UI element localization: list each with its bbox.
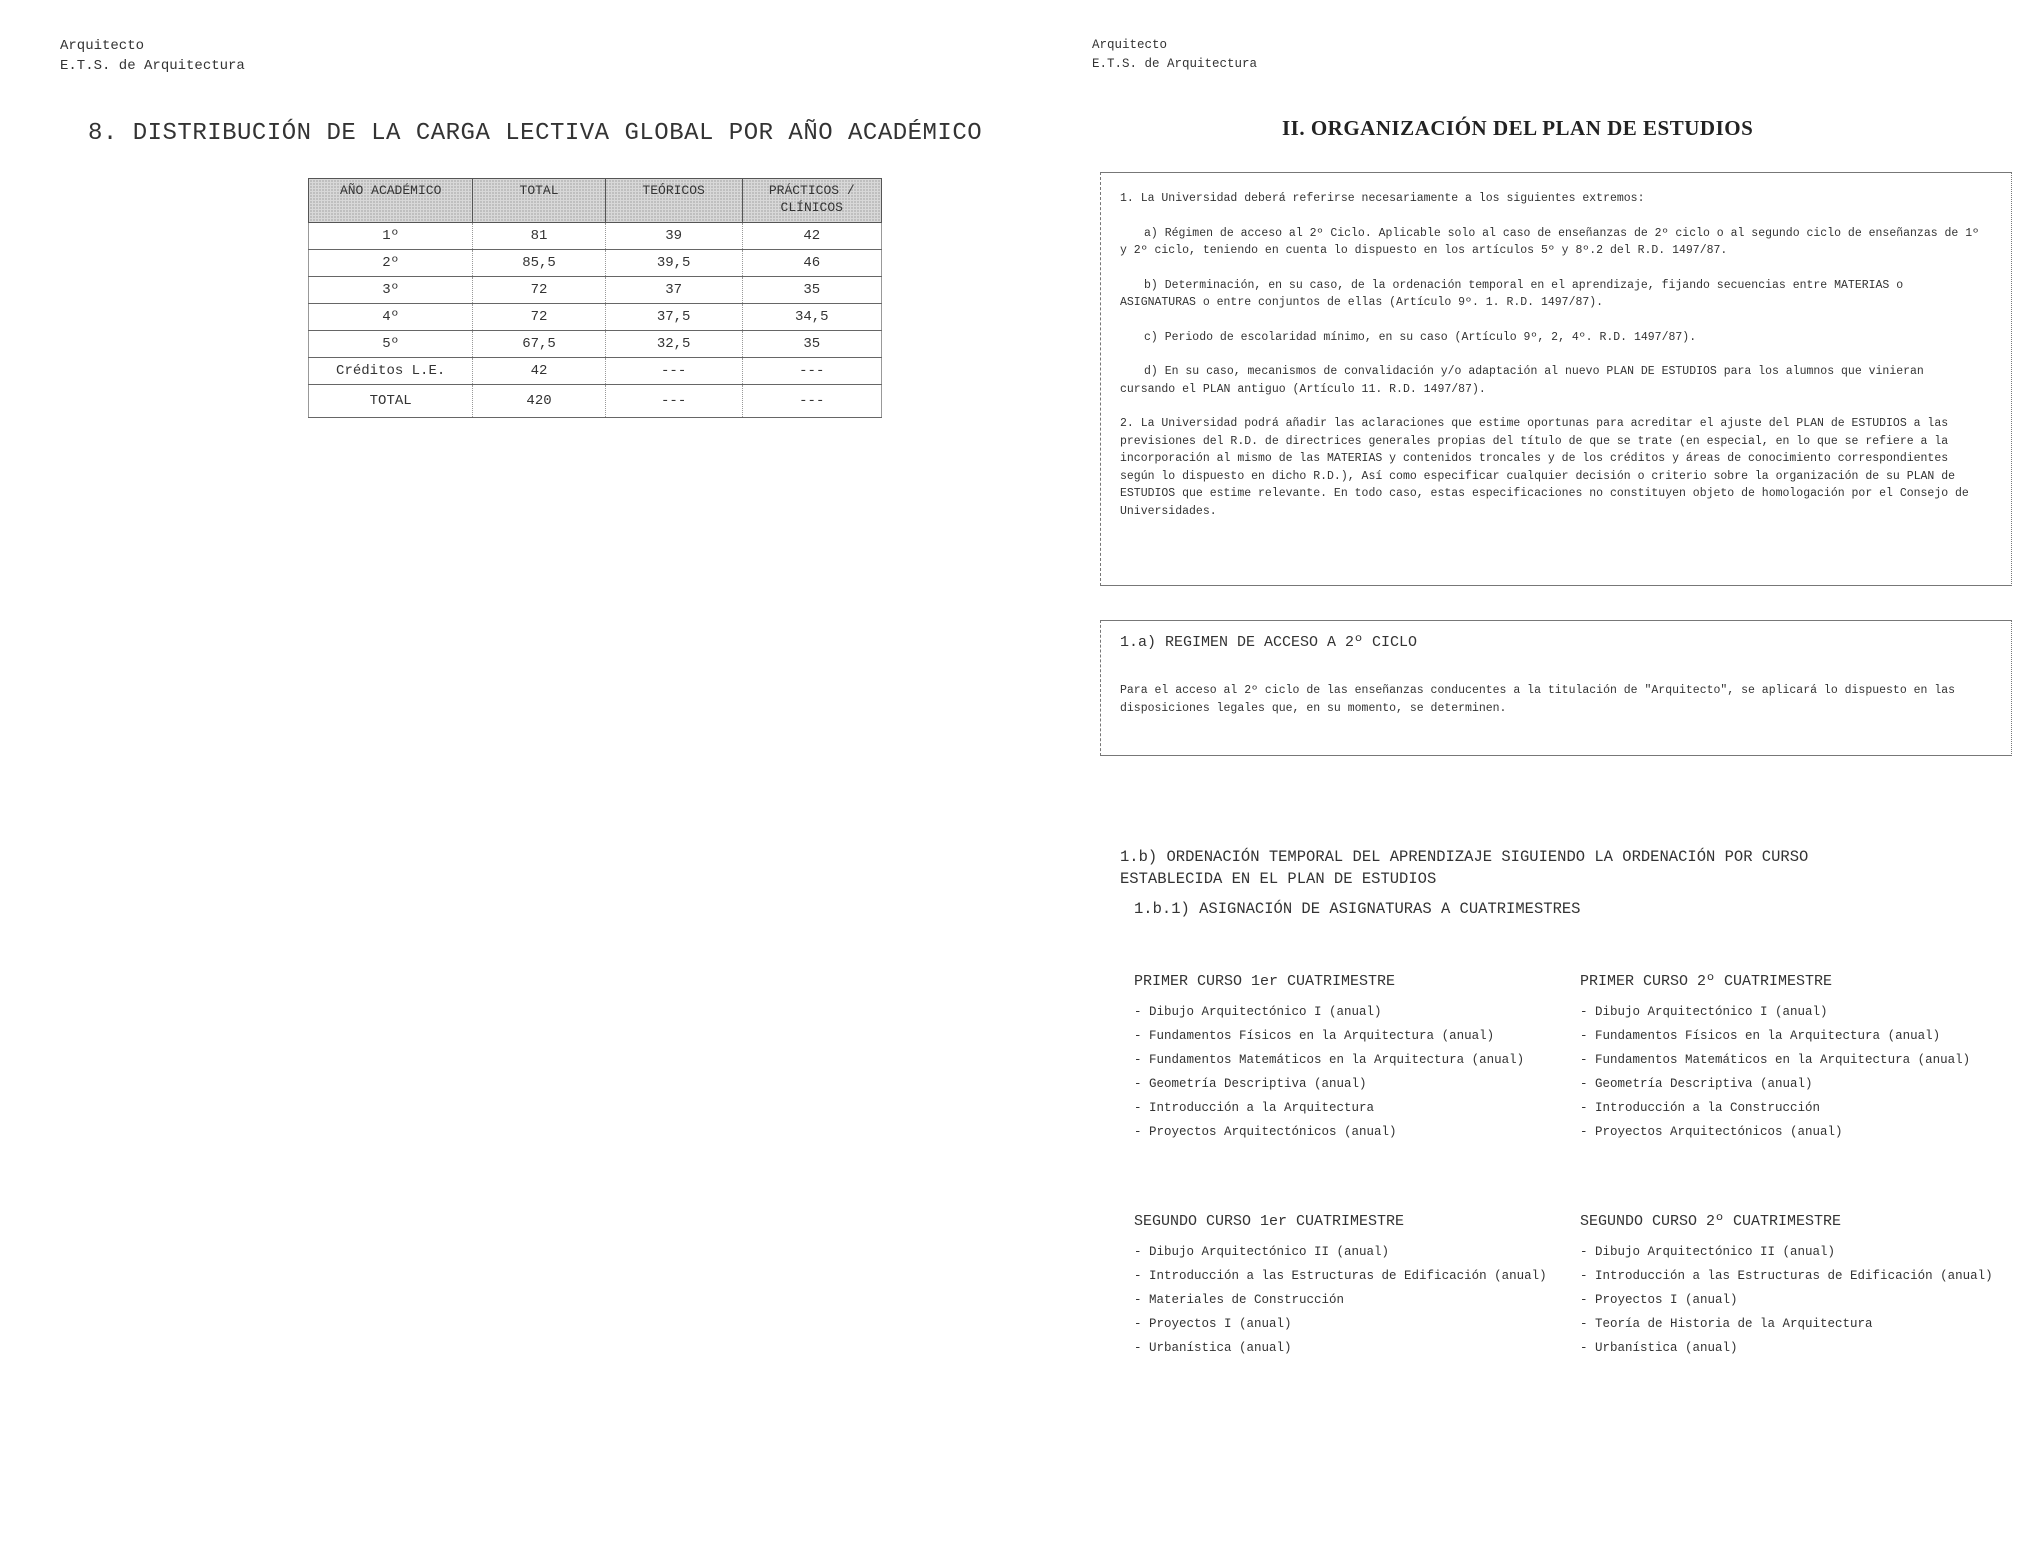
table-row [309,304,882,331]
list-item: - Fundamentos Físicos en la Arquitectura (anual) [1580,1028,2000,1045]
table-cell: 1º [309,223,473,250]
asignaturas-list [1580,1004,2000,1141]
ordenacion-title-line-1: 1.b) ORDENACIÓN TEMPORAL DEL APRENDIZAJE SIGUIENDO LA ORDENACIÓN POR CURSO [1120,848,1809,866]
segundo-curso-2o-cuatrimestre [1580,1212,2000,1364]
column-header: TEÓRICOS [605,179,742,223]
table-cell: 42 [742,223,881,250]
ordenacion-title [1120,846,1808,890]
instructions-item-d: d) En su caso, mecanismos de convalidación y/o adaptación al nuevo PLAN DE ESTUDIOS para los alumnos que vinieran cursando el PLAN antiguo (Artículo 11. R.D. 1497/87). [1120,365,1924,396]
table-cell: 34,5 [742,304,881,331]
primer-curso-1er-cuatrimestre [1134,972,1554,1148]
cuatrimestre-title: SEGUNDO CURSO 1er CUATRIMESTRE [1134,1213,1405,1230]
right-page-header [1092,36,1257,74]
list-item: - Teoría de Historia de la Arquitectura [1580,1316,2000,1333]
table-cell: 35 [742,277,881,304]
asignaturas-list [1580,1244,2000,1357]
cuatrimestre-title: PRIMER CURSO 1er CUATRIMESTRE [1134,973,1396,990]
list-item: - Introducción a las Estructuras de Edificación (anual) [1580,1268,2000,1285]
table-cell: 72 [473,277,605,304]
table-cell: 39 [605,223,742,250]
asignaturas-list [1134,1244,1554,1357]
list-item: - Proyectos Arquitectónicos (anual) [1580,1124,2000,1141]
table-cell: --- [742,358,881,385]
table-cell: 3º [309,277,473,304]
list-item: - Fundamentos Matemáticos en la Arquitectura (anual) [1134,1052,1554,1069]
table-cell: --- [605,385,742,418]
list-item: - Introducción a la Construcción [1580,1100,2000,1117]
segundo-curso-1er-cuatrimestre [1134,1212,1554,1364]
list-item: - Proyectos I (anual) [1134,1316,1554,1333]
instructions-point-2: 2. La Universidad podrá añadir las aclaraciones que estime oportunas para acreditar el ajuste del PLAN de ESTUDIOS a las previsiones del R.D. de directrices generales propias del título de que se trate (en especial, en lo que se refiere a la incorporación al mismo de las MATERIAS y contenidos troncales y de los créditos y áreas de conocimiento correspondientes según lo dispuesto en dicho R.D.), Así como especificar cualquier decisión o criterio sobre la organización de su PLAN de ESTUDIOS que estime relevante. En todo caso, estas especificaciones no constituyen objeto de homologación por el Consejo de Universidades. [1120,417,1969,518]
regimen-text [1120,682,1980,717]
table-cell: --- [605,358,742,385]
regimen-title: 1.a) REGIMEN DE ACCESO A 2º CICLO [1120,634,1418,651]
list-item: - Dibujo Arquitectónico I (anual) [1134,1004,1554,1021]
table-header-row [309,179,882,223]
table-cell: 37,5 [605,304,742,331]
list-item: - Geometría Descriptiva (anual) [1580,1076,2000,1093]
list-item: - Introducción a las Estructuras de Edificación (anual) [1134,1268,1554,1285]
table-cell: 2º [309,250,473,277]
column-header: TOTAL [473,179,605,223]
list-item: - Introducción a la Arquitectura [1134,1100,1554,1117]
table-cell: 35 [742,331,881,358]
list-item: - Dibujo Arquitectónico II (anual) [1134,1244,1554,1261]
table-row [309,277,882,304]
table-cell: 67,5 [473,331,605,358]
list-item: - Dibujo Arquitectónico I (anual) [1580,1004,2000,1021]
table-cell: --- [742,385,881,418]
list-item: - Fundamentos Físicos en la Arquitectura (anual) [1134,1028,1554,1045]
regimen-paragraph: Para el acceso al 2º ciclo de las enseñanzas conducentes a la titulación de "Arquitecto", se aplicará lo dispuesto en las disposiciones legales que, en su momento, se determinen. [1120,684,1956,715]
cuatrimestre-title: PRIMER CURSO 2º CUATRIMESTRE [1580,973,1833,990]
header-line-1: Arquitecto [60,38,145,54]
table-cell: 5º [309,331,473,358]
list-item: - Dibujo Arquitectónico II (anual) [1580,1244,2000,1261]
ordenacion-title-line-2: ESTABLECIDA EN EL PLAN DE ESTUDIOS [1120,870,1437,888]
header-line-2: E.T.S. de Arquitectura [60,58,245,74]
header-line-1: Arquitecto [1092,38,1168,52]
primer-curso-2o-cuatrimestre [1580,972,2000,1148]
table-cell: 37 [605,277,742,304]
table-cell: 46 [742,250,881,277]
header-line-2: E.T.S. de Arquitectura [1092,57,1258,71]
table-cell: TOTAL [309,385,473,418]
list-item: - Fundamentos Matemáticos en la Arquitectura (anual) [1580,1052,2000,1069]
ordenacion-subtitle: 1.b.1) ASIGNACIÓN DE ASIGNATURAS A CUATRIMESTRES [1134,900,1581,918]
table-cell: 420 [473,385,605,418]
cuatrimestre-title: SEGUNDO CURSO 2º CUATRIMESTRE [1580,1213,1842,1230]
instructions-text [1120,190,1980,520]
table-cell: 4º [309,304,473,331]
list-item: - Urbanística (anual) [1134,1340,1554,1357]
table-cell: 39,5 [605,250,742,277]
table-row [309,250,882,277]
instructions-item-b: b) Determinación, en su caso, de la ordenación temporal en el aprendizaje, fijando secuencias entre MATERIAS o ASIGNATURAS o entre conjuntos de ellas (Artículo 9º. 1. R.D. 1497/87). [1120,278,1904,309]
left-page-header [60,36,245,76]
table-row [309,331,882,358]
table-cell: 32,5 [605,331,742,358]
left-page-title: 8. DISTRIBUCIÓN DE LA CARGA LECTIVA GLOBAL POR AÑO ACADÉMICO [88,120,983,147]
table-cell: 72 [473,304,605,331]
table-cell: 85,5 [473,250,605,277]
carga-lectiva-table [308,178,882,418]
instructions-point-1: 1. La Universidad deberá referirse necesariamente a los siguientes extremos: [1120,192,1645,205]
list-item: - Materiales de Construcción [1134,1292,1554,1309]
table-row [309,358,882,385]
column-header: PRÁCTICOS / CLÍNICOS [742,179,881,223]
table-cell: Créditos L.E. [309,358,473,385]
table-cell: 81 [473,223,605,250]
asignaturas-list [1134,1004,1554,1141]
list-item: - Geometría Descriptiva (anual) [1134,1076,1554,1093]
list-item: - Urbanística (anual) [1580,1340,2000,1357]
column-header: AÑO ACADÉMICO [309,179,473,223]
list-item: - Proyectos Arquitectónicos (anual) [1134,1124,1554,1141]
instructions-item-c: c) Periodo de escolaridad mínimo, en su caso (Artículo 9º, 2, 4º. R.D. 1497/87). [1144,330,1697,344]
table-cell: 42 [473,358,605,385]
list-item: - Proyectos I (anual) [1580,1292,2000,1309]
right-page-title: II. ORGANIZACIÓN DEL PLAN DE ESTUDIOS [1282,116,1754,140]
table-row [309,385,882,418]
table-row [309,223,882,250]
instructions-item-a: a) Régimen de acceso al 2º Ciclo. Aplicable solo al caso de enseñanzas de 2º ciclo o al segundo ciclo de enseñanzas de 1º y 2º ciclo, teniendo en cuenta lo dispuesto en los artículos 5º y 8º.2 del R.D. 1497/87. [1120,226,1980,257]
